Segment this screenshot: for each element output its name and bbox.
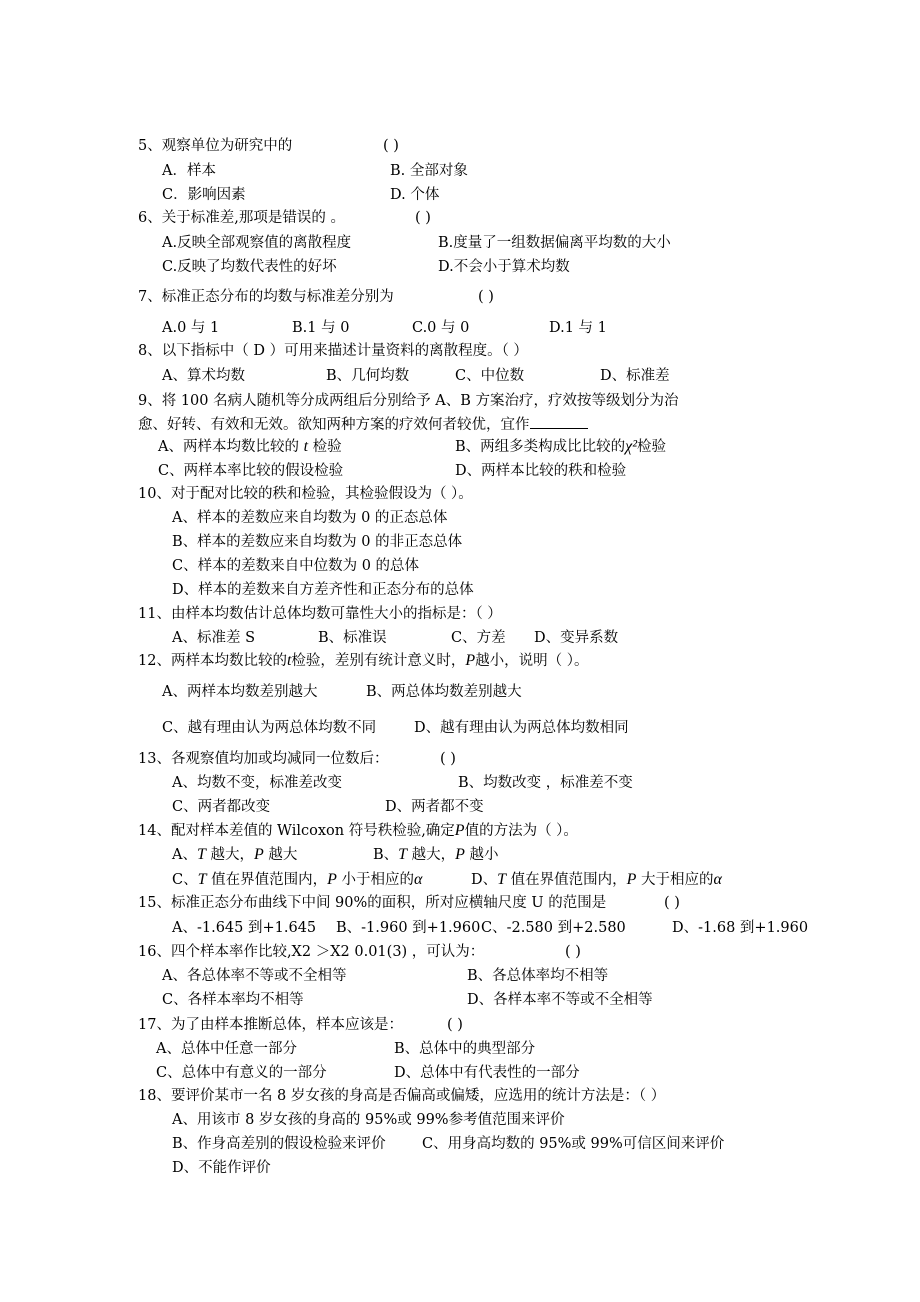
q6-option-a: A.反映全部观察值的离散程度 [162, 235, 352, 251]
q12-stem: 12、两样本均数比较的t检验，差别有统计意义时，P越小，说明（ ）。 [138, 652, 589, 669]
q7-answer-paren: ( ) [478, 289, 494, 305]
q15-option-a: A、-1.645 到+1.645 [172, 920, 317, 936]
q7-option-c: C.0 与 0 [412, 320, 470, 336]
q17-answer-paren: ( ) [447, 1017, 463, 1033]
q8-option-d: D、标准差 [600, 368, 670, 384]
q16-answer-paren: ( ) [565, 944, 581, 960]
q18-option-b: B、作身高差别的假设检验来评价 [172, 1136, 386, 1152]
q10-option-c: C、样本的差数来自中位数为 0 的总体 [172, 558, 420, 574]
q17-option-d: D、总体中有代表性的一部分 [394, 1065, 580, 1081]
q13-option-c: C、两者都改变 [172, 799, 271, 815]
q7-option-b: B.1 与 0 [292, 320, 350, 336]
q7-option-a: A.0 与 1 [162, 320, 220, 336]
q16-option-c: C、各样本率均不相等 [162, 992, 304, 1008]
q18-option-c: C、用身高均数的 95%或 99%可信区间来评价 [422, 1136, 725, 1152]
q8-option-c: C、中位数 [455, 368, 525, 384]
q18-option-d: D、不能作评价 [172, 1160, 271, 1176]
q10-option-d: D、样本的差数来自方差齐性和正态分布的总体 [172, 582, 474, 598]
q8-option-a: A、算术均数 [162, 368, 245, 384]
q9-answer-blank [530, 414, 588, 429]
q11-option-a: A、标准差 S [172, 630, 256, 646]
q13-option-a: A、均数不变，标准差改变 [172, 775, 342, 791]
q7-stem: 7、标准正态分布的均数与标准差分别为 [138, 289, 394, 305]
q11-option-c: C、方差 [451, 630, 506, 646]
q9-stem-line1: 9、将 100 名病人随机等分成两组后分别给予 A、B 方案治疗，疗效按等级划分为治 [138, 393, 679, 409]
q13-answer-paren: ( ) [440, 751, 456, 767]
q6-option-d: D.不会小于算术均数 [438, 259, 570, 275]
q16-stem: 16、四个样本率作比较,X2 ＞X2 0.01(3) ，可认为： [138, 944, 485, 960]
q14-option-c: C、T 值在界值范围内，P 小于相应的α [172, 871, 423, 888]
q15-option-d: D、-1.68 到+1.960 [672, 920, 809, 936]
q11-stem: 11、由样本均数估计总体均数可靠性大小的指标是：（ ） [138, 606, 502, 622]
q12-option-b: B、两总体均数差别越大 [366, 684, 522, 700]
q12-option-c: C、越有理由认为两总体均数不同 [162, 720, 377, 736]
q16-option-d: D、各样本率不等或不全相等 [467, 992, 653, 1008]
q18-option-a: A、用该市 8 岁女孩的身高的 95%或 99%参考值范围来评价 [172, 1112, 565, 1128]
q12-option-a: A、两样本均数差别越大 [162, 684, 318, 700]
q10-stem: 10、对于配对比较的秩和检验，其检验假设为（ ）。 [138, 486, 473, 502]
q9-stem-line2: 愈、好转、有效和无效。欲知两种方案的疗效何者较优，宜作 [138, 414, 588, 435]
q17-stem: 17、为了由样本推断总体，样本应该是： [138, 1017, 403, 1033]
q17-option-c: C、总体中有意义的一部分 [156, 1065, 327, 1081]
q16-option-b: B、各总体率均不相等 [467, 968, 609, 984]
q17-option-a: A、总体中任意一部分 [156, 1041, 297, 1057]
q15-option-b: B、-1.960 到+1.960 [336, 920, 481, 936]
q8-option-b: B、几何均数 [326, 368, 410, 384]
q5-option-a: A．样本 [162, 163, 216, 179]
q15-answer-paren: ( ) [664, 895, 680, 911]
q18-stem: 18、要评价某市一名 8 岁女孩的身高是否偏高或偏矮，应选用的统计方法是：（ ） [138, 1088, 666, 1104]
q14-stem: 14、配对样本差值的 Wilcoxon 符号秩检验,确定P值的方法为（ ）。 [138, 822, 578, 839]
q16-option-a: A、各总体率不等或不全相等 [162, 968, 347, 984]
q5-answer-paren: ( ) [383, 138, 399, 154]
q6-option-b: B.度量了一组数据偏离平均数的大小 [438, 235, 671, 251]
q13-option-d: D、两者都不变 [385, 799, 484, 815]
q5-option-d: D. 个体 [390, 187, 440, 203]
q9-option-a: A、两样本均数比较的 t 检验 [158, 438, 342, 455]
q11-option-d: D、变异系数 [534, 630, 619, 646]
q15-stem: 15、标准正态分布曲线下中间 90%的面积，所对应横轴尺度 U 的范围是 [138, 895, 607, 911]
q6-option-c: C.反映了均数代表性的好坏 [162, 259, 337, 275]
q13-option-b: B、均数改变 ，标准差不变 [458, 775, 633, 791]
q6-answer-paren: ( ) [415, 210, 431, 226]
q8-stem: 8、以下指标中（ D ）可用来描述计量资料的离散程度。（ ） [138, 343, 528, 359]
q12-option-d: D、越有理由认为两总体均数相同 [414, 720, 629, 736]
q5-option-b: B. 全部对象 [390, 163, 468, 179]
q9-option-c: C、两样本率比较的假设检验 [158, 463, 344, 479]
q10-option-b: B、样本的差数应来自均数为 0 的非正态总体 [172, 534, 463, 550]
q15-option-c: C、-2.580 到+2.580 [481, 920, 626, 936]
q9-option-d: D、两样本比较的秩和检验 [455, 463, 627, 479]
q14-option-b: B、T 越大，P 越小 [373, 846, 499, 863]
q6-stem: 6、关于标准差,那项是错误的 。 [138, 210, 345, 226]
q14-option-d: D、T 值在界值范围内，P 大于相应的α [471, 871, 722, 888]
q13-stem: 13、各观察值均加或均减同一位数后： [138, 751, 389, 767]
q5-stem: 5、观察单位为研究中的 [138, 138, 293, 154]
q11-option-b: B、标准误 [318, 630, 387, 646]
q17-option-b: B、总体中的典型部分 [394, 1041, 536, 1057]
q7-option-d: D.1 与 1 [549, 320, 607, 336]
q9-option-b: B、两组多类构成比比较的χ²检验 [455, 438, 666, 455]
q5-option-c: C．影响因素 [162, 187, 246, 203]
q10-option-a: A、样本的差数应来自均数为 0 的正态总体 [172, 510, 448, 526]
q14-option-a: A、T 越大，P 越大 [172, 846, 298, 863]
